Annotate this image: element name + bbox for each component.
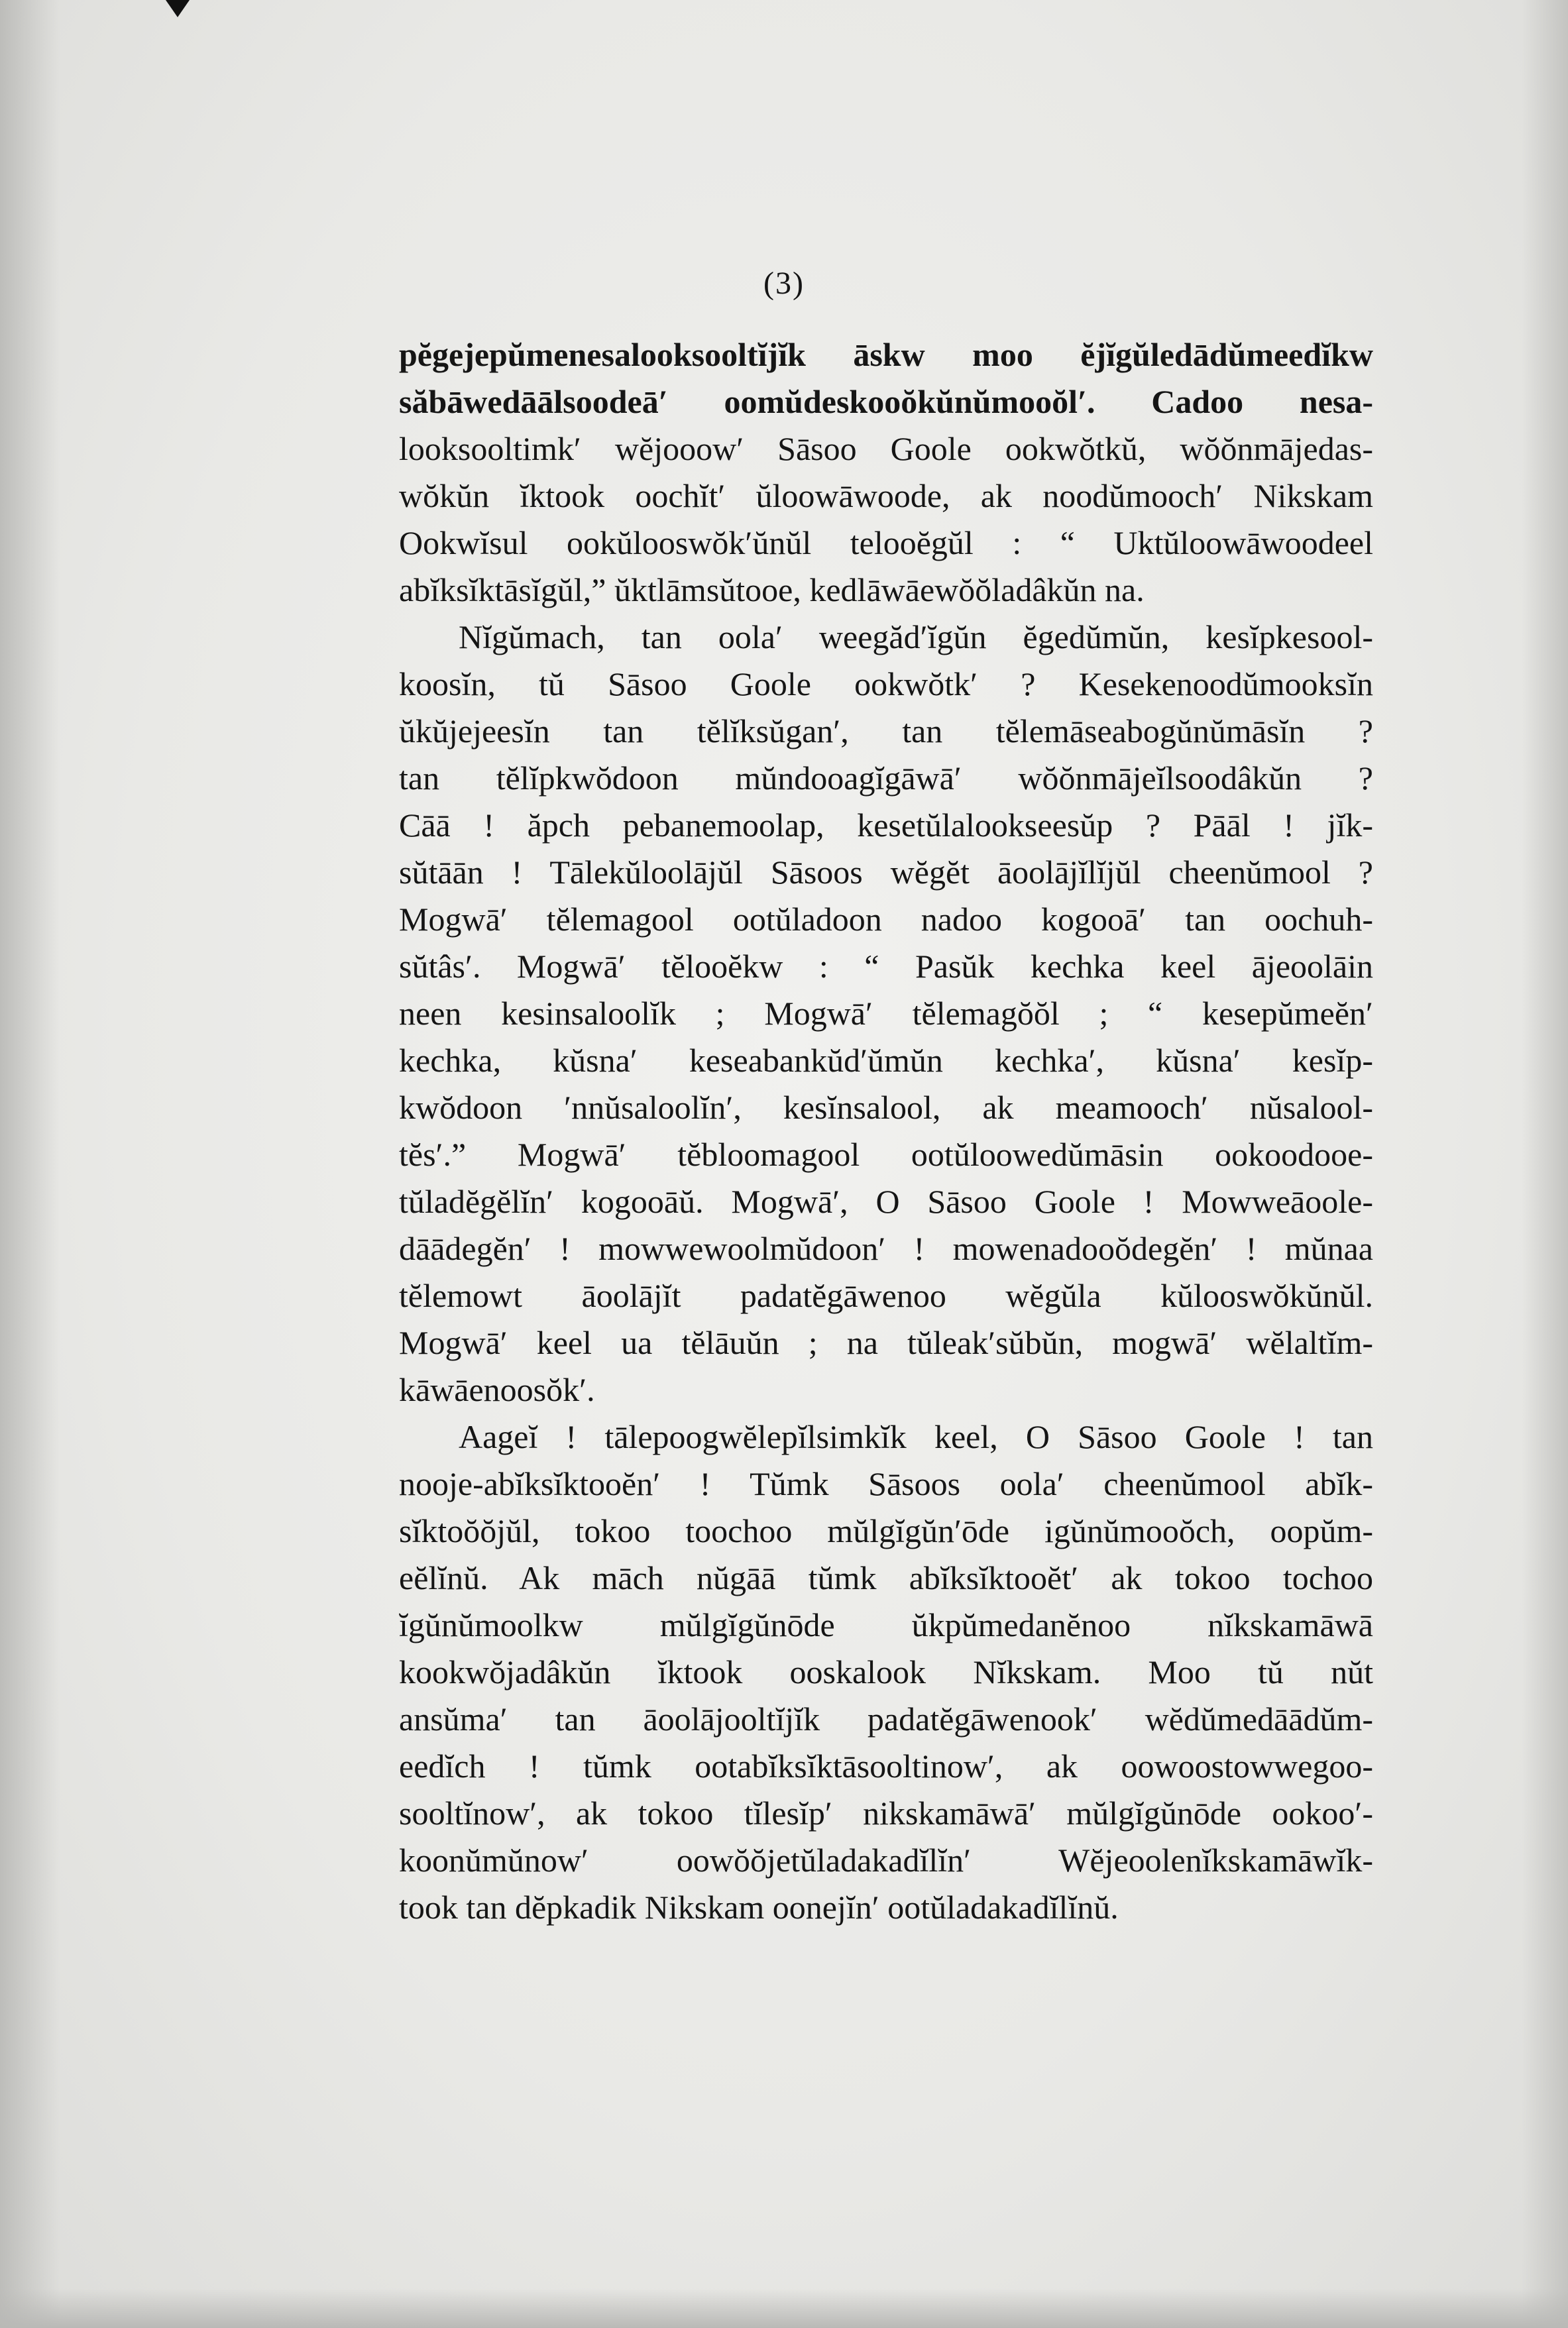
text-line: wŏkŭn ĭktook oochĭt′ ŭloowāwoode, ak noodŭmooch′ Nikskam [399,477,1373,514]
text-line: nooje-abĭksĭktooĕn′ ! Tŭmk Sāsoos oola′ cheenŭmool abĭk- [399,1465,1373,1502]
text-line: Ookwĭsul ookŭlooswŏk′ŭnŭl telooĕgŭl : “ Uktŭloowāwoodeel [399,524,1373,561]
page-edge-shadow-left [0,0,60,2328]
text-line: sĭktoŏŏjŭl, tokoo toochoo mŭlgĭgŭn′ōde igŭnŭmooŏch, oopŭm- [399,1512,1373,1549]
corner-mark [166,0,190,17]
text-line: ansŭma′ tan āoolājooltĭjĭk padatĕgāwenook′ wĕdŭmedāādŭm- [399,1700,1373,1738]
text-line: pĕgejepŭmenesalooksooltĭjĭk āskw moo ĕjĭgŭledādŭmeedĭkw [399,336,1373,373]
text-line: looksooltimk′ wĕjooow′ Sāsoo Goole ookwŏtkŭ, wŏŏnmājedas- [399,430,1373,467]
text-line: dāādegĕn′ ! mowwewoolmŭdoon′ ! mowenadooŏdegĕn′ ! mŭnaa [399,1230,1373,1267]
text-line: tĕlemowt āoolājĭt padatĕgāwenoo wĕgŭla kŭlooswŏkŭnŭl. [399,1277,1373,1314]
text-line: Cāā ! ăpch pebanemoolap, kesetŭlalookseesŭp ? Pāāl ! jĭk- [399,806,1373,844]
text-line: Aageĭ ! tālepoogwĕlepĭlsimkĭk keel, O Sāsoo Goole ! tan [459,1418,1373,1455]
text-line: abĭksĭktāsĭgŭl,” ŭktlāmsŭtooe, kedlāwāewŏŏladâkŭn na. [399,571,1145,608]
text-line: kechka, kŭsna′ keseabankŭd′ŭmŭn kechka′, kŭsna′ kesĭp- [399,1042,1373,1079]
text-line: koonŭmŭnow′ oowŏŏjetŭladakadĭlĭn′ Wĕjeoolenĭkskamāwĭk- [399,1842,1373,1879]
text-line: Nĭgŭmach, tan oola′ weegăd′ĭgŭn ĕgedŭmŭn, kesĭpkesool- [459,618,1373,655]
page-edge-shadow-right [1522,0,1568,2328]
text-line: eedĭch ! tŭmk ootabĭksĭktāsooltinow′, ak oowoostowwegoo- [399,1747,1373,1785]
page-number: (3) [763,266,805,301]
text-line: neen kesinsaloolĭk ; Mogwā′ tĕlemagŏŏl ; “ kesepŭmeĕn′ [399,995,1373,1032]
text-line: took tan dĕpkadik Nikskam oonejĭn′ ootŭladakadĭlĭnŭ. [399,1889,1119,1926]
text-line: sŭtâs′. Mogwā′ tĕlooĕkw : “ Pasŭk kechka keel ājeoolāin [399,948,1373,985]
paragraph-3 [399,1413,1373,1931]
text-line: eĕlĭnŭ. Ak māch nŭgāā tŭmk abĭksĭktooĕt′ ak tokoo tochoo [399,1559,1373,1596]
text-line: tŭladĕgĕlĭn′ kogooāŭ. Mogwā′, O Sāsoo Goole ! Mowweāoole- [399,1183,1373,1220]
text-line: săbāwedāālsoodeā′ oomŭdeskooŏkŭnŭmooŏl′. Cadoo nesa- [399,383,1373,420]
text-line: ŭkŭjejeesĭn tan tĕlĭksŭgan′, tan tĕlemāseabogŭnŭmāsĭn ? [399,712,1373,749]
text-line: sooltĭnow′, ak tokoo tĭlesĭp′ nikskamāwā′ mŭlgĭgŭnōde ookoo′- [399,1795,1373,1832]
text-line: ĭgŭnŭmoolkw mŭlgĭgŭnōde ŭkpŭmedanĕnoo nĭkskamāwā [399,1606,1373,1643]
text-line: tan tĕlĭpkwŏdoon mŭndooagĭgāwā′ wŏŏnmājeĭlsoodâkŭn ? [399,759,1373,797]
body-text [399,331,1373,1931]
text-line: kookwŏjadâkŭn ĭktook ooskalook Nĭkskam. Moo tŭ nŭt [399,1653,1373,1691]
text-line: kāwāenoosŏk′. [399,1371,595,1408]
text-line: Mogwā′ keel ua tĕlāuŭn ; na tŭleak′sŭbŭn, mogwā′ wĕlaltĭm- [399,1324,1373,1361]
text-line: tĕs′.” Mogwā′ tĕbloomagool ootŭloowedŭmāsin ookoodooe- [399,1136,1373,1173]
page-edge-shadow-bottom [0,2288,1568,2328]
paragraph-1 [399,331,1373,614]
text-line: kwŏdoon ′nnŭsaloolĭn′, kesĭnsalool, ak meamooch′ nŭsalool- [399,1089,1373,1126]
text-line: Mogwā′ tĕlemagool ootŭladoon nadoo kogooā′ tan oochuh- [399,901,1373,938]
text-line: sŭtāān ! Tālekŭloolājŭl Sāsoos wĕgĕt āoolājĭlĭjŭl cheenŭmool ? [399,854,1373,891]
text-line: koosĭn, tŭ Sāsoo Goole ookwŏtk′ ? Kesekenoodŭmooksĭn [399,665,1373,702]
paragraph-2 [399,614,1373,1413]
